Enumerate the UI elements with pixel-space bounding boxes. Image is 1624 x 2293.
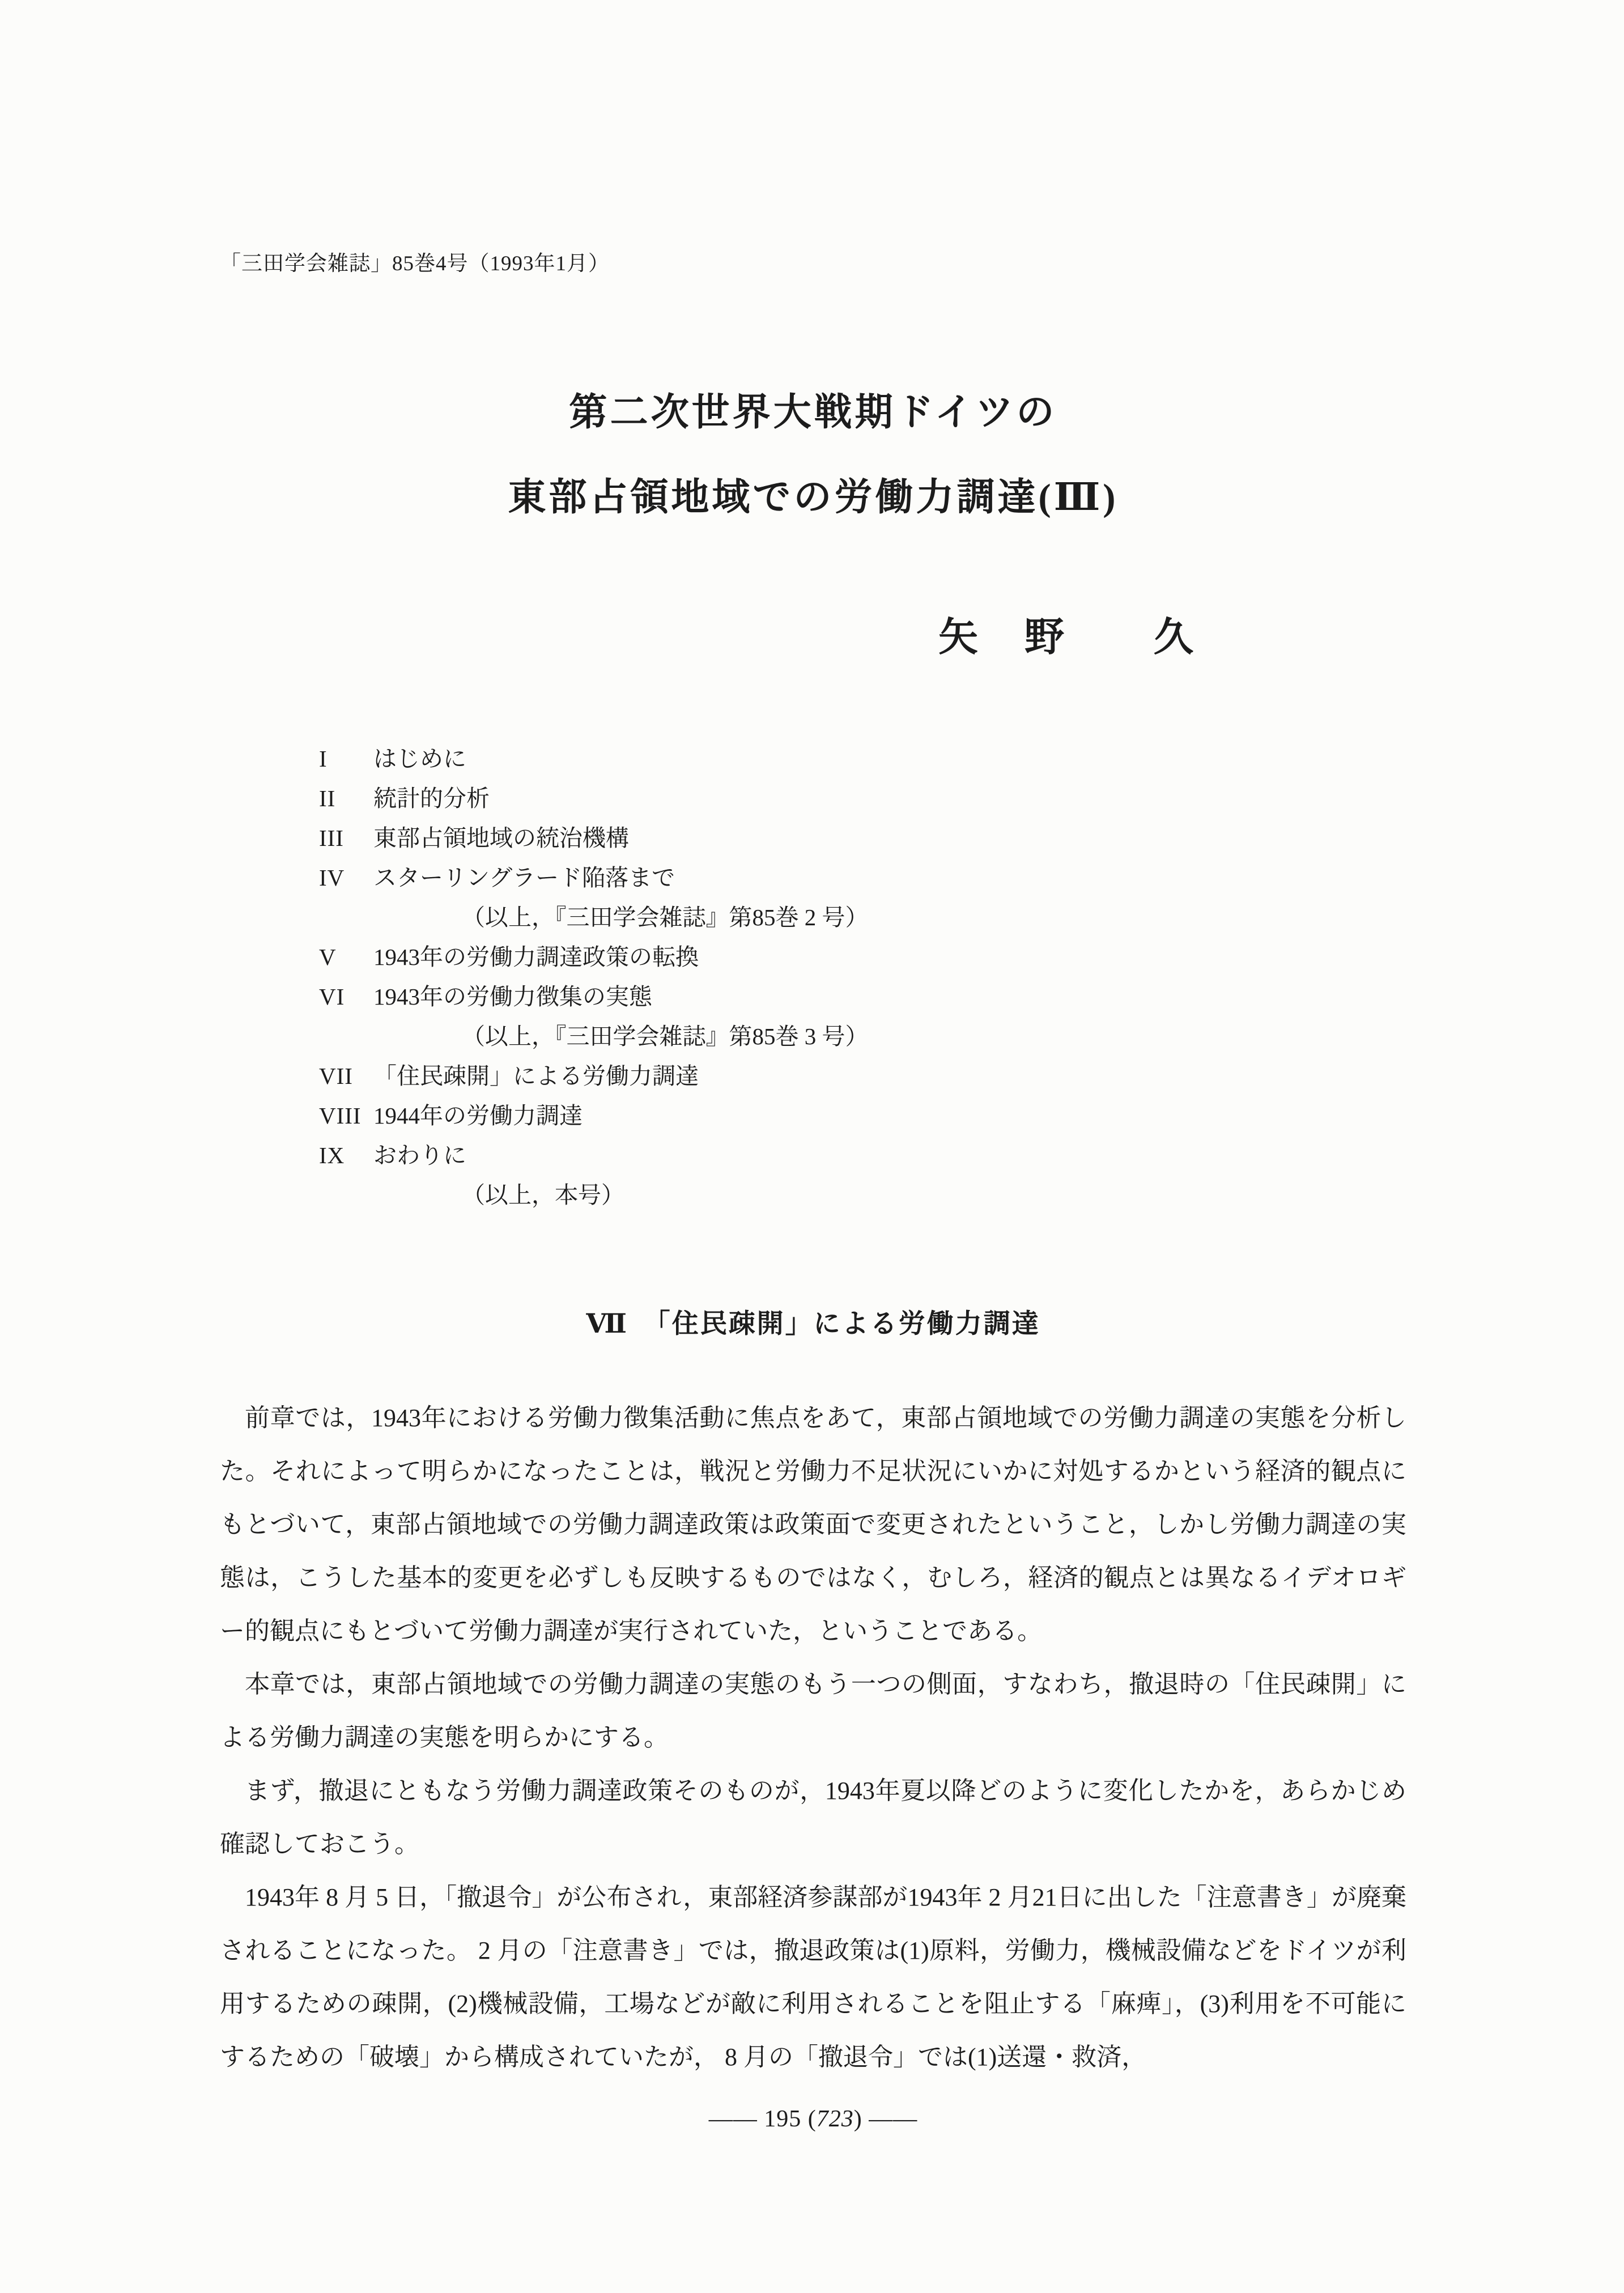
article-title-line1: 第二次世界大戦期ドイツの xyxy=(569,392,1057,433)
toc-item xyxy=(319,977,1406,1016)
toc-note xyxy=(319,1175,1406,1215)
journal-citation: 「三田学会雑誌」85巻4号（1993年1月） xyxy=(220,252,610,275)
toc-item xyxy=(319,1135,1406,1175)
toc-item-label: 「住民疎開」による労働力調達 xyxy=(373,1063,699,1089)
section-heading: Ⅶ 「住民疎開」による労働力調達 xyxy=(586,1309,1040,1339)
page-number xyxy=(220,2105,1406,2133)
article-title xyxy=(220,370,1406,540)
toc-item-label: スターリングラード陥落まで xyxy=(373,865,675,891)
toc-item-label: おわりに xyxy=(373,1142,466,1168)
paragraph: まず，撤退にともなう労働力調達政策そのものが，1943年夏以降どのように変化したかを，あらかじめ確認しておこう。 xyxy=(220,1777,1406,1858)
toc-item xyxy=(319,858,1406,897)
page-number-alt: 723 xyxy=(816,2106,854,2132)
toc-item xyxy=(319,1096,1406,1135)
toc-item-number: IV xyxy=(319,865,345,891)
toc-item-number: I xyxy=(319,746,328,772)
paragraph: 本章では，東部占領地域での労働力調達の実態のもう一つの側面，すなわち，撤退時の「住民疎開」による労働力調達の実態を明らかにする。 xyxy=(220,1670,1406,1751)
toc-item-number: V xyxy=(319,944,337,970)
toc-item xyxy=(319,1056,1406,1096)
toc-item-label: 1943年の労働力調達政策の転換 xyxy=(373,944,699,970)
toc-item xyxy=(319,818,1406,858)
toc-item-label: 東部占領地域の統治機構 xyxy=(373,825,629,851)
toc-item-number: II xyxy=(319,785,336,811)
page-number-prefix: —— 195 ( xyxy=(708,2106,817,2132)
toc-item xyxy=(319,937,1406,977)
toc-note-label: （以上，本号） xyxy=(462,1182,624,1208)
toc-item xyxy=(319,778,1406,818)
toc-item-number: VII xyxy=(319,1063,353,1089)
toc-note-label: （以上，『三田学会雑誌』第85巻 2 号） xyxy=(462,904,869,930)
toc-item-number: VIII xyxy=(319,1103,362,1129)
toc-item-label: 統計的分析 xyxy=(373,785,490,811)
toc-item-label: 1944年の労働力調達 xyxy=(373,1103,583,1129)
toc-item-number: III xyxy=(319,825,344,851)
author-name: 矢 野 久 xyxy=(938,616,1197,660)
article-body xyxy=(220,1392,1406,2084)
toc-item-number: VI xyxy=(319,984,345,1010)
toc-note xyxy=(319,897,1406,937)
toc-note xyxy=(319,1016,1406,1056)
table-of-contents xyxy=(319,739,1406,1215)
paragraph: 1943年 8 月 5 日，「撤退令」が公布され，東部経済参謀部が1943年 2 月21日に出した「注意書き」が廃棄されることになった。 2 月の「注意書き」では，撤退政策は(1)原料，労働力，機械設備などをドイツが利用するための疎開，(2)機械設備，工場などが敵に利用されることを阻止する「麻痺」，(3)利用を不可能にするための「破壊」から構成されていたが， 8 月の「撤退令」では(1)送還・救済， xyxy=(220,1883,1406,2071)
article-title-line2: 東部占領地域での労働力調達(Ⅲ) xyxy=(508,477,1119,518)
toc-note-label: （以上，『三田学会雑誌』第85巻 3 号） xyxy=(462,1023,869,1049)
toc-item xyxy=(319,739,1406,778)
toc-item-label: 1943年の労働力徴集の実態 xyxy=(373,984,652,1010)
page-number-suffix: ) —— xyxy=(853,2106,918,2132)
toc-item-number: IX xyxy=(319,1142,345,1168)
paragraph: 前章では，1943年における労働力徴集活動に焦点をあて，東部占領地域での労働力調達の実態を分析した。それによって明らかになったことは，戦況と労働力不足状況にいかに対処するかという経済的観点にもとづいて，東部占領地域での労働力調達政策は政策面で変更されたということ，しかし労働力調達の実態は，こうした基本的変更を必ずしも反映するものではなく，むしろ，経済的観点とは異なるイデオロギー的観点にもとづいて労働力調達が実行されていた，ということである。 xyxy=(220,1404,1406,1645)
toc-item-label: はじめに xyxy=(373,746,466,772)
